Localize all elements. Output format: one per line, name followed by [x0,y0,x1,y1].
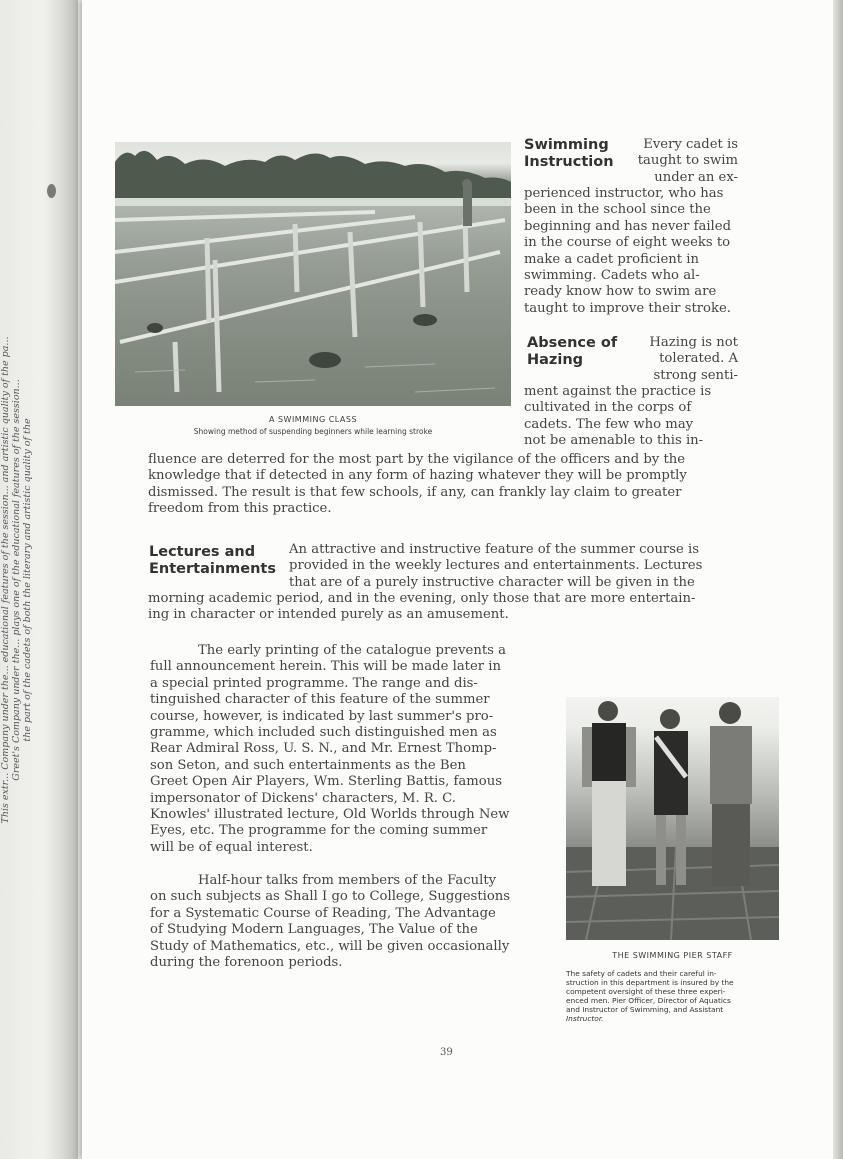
swimming-heading-line-2: Instruction [524,154,614,170]
text-line: perienced instructor, who has [524,186,724,201]
note-line: and Instructor of Swimming, and Assistant [566,1005,724,1014]
hazing-text-narrow [630,335,738,384]
note-line: competent oversight of these three experi- [566,987,726,996]
text-line: gramme, which included such distinguished men as [150,725,497,741]
text-line: Study of Mathematics, etc., will be given occasionally [150,938,510,954]
lectures-text-narrow [289,542,740,591]
swimming-pier-staff-photo [566,697,779,940]
swimming-class-photo [115,142,511,406]
lectures-heading [149,544,276,578]
text-line: under an ex- [654,169,738,185]
text-line: Half-hour talks from members of the Faculty [198,873,497,888]
spine-line-1: This extr... Company under the... educational features of the session... and artistic quality of the pa... [0,336,11,824]
text-line: that are of a purely instructive character will be given in the [289,574,695,590]
text-line: tolerated. A [659,351,738,367]
text-line: ment against the practice is [524,384,712,399]
text-line: The early printing of the catalogue prevents a [198,643,506,658]
text-line: morning academic period, and in the evening, only those that are more entertain- [148,591,696,606]
text-line: son Seton, and such entertainments as the Ben [150,757,466,773]
text-line: dismissed. The result is that few schools, if any, can frankly lay claim to greater [148,484,682,500]
text-line: impersonator of Dickens' characters, M. R. C. [150,790,456,806]
text-line: freedom from this practice. [148,501,332,517]
text-line: course, however, is indicated by last summer's pro- [150,708,494,724]
text-line: Hazing is not [649,335,738,350]
hazing-heading [527,335,617,369]
text-line: taught to swim [637,153,738,169]
hazing-text-full-width [148,452,740,518]
text-line: ing in character or intended purely as an amusement. [148,607,509,623]
text-line: fluence are deterred for the most part by the vigilance of the officers and by the [148,452,686,467]
hazing-text-wide [524,384,738,450]
early-printing-paragraph [150,643,547,856]
text-line: swimming. Cadets who al- [524,268,700,284]
note-line: The safety of cadets and their careful in- [566,969,717,978]
text-line: during the forenoon periods. [150,955,343,971]
swimming-text-wide [524,186,738,317]
staff-photo-note [566,969,789,1023]
text-line: will be of equal interest. [150,839,313,855]
text-line: beginning and has never failed [524,218,732,234]
spine-line-3: the part of the cadets of both the literary and artistic quality of the [22,418,33,742]
staff-photo-title: THE SWIMMING PIER STAFF [612,951,733,960]
text-line: Every cadet is [643,137,738,152]
swimming-heading-line-1: Swimming [524,137,609,153]
text-line: An attractive and instructive feature of the summer course is [289,542,699,557]
facing-page-spine-text [0,140,40,1020]
text-line: full announcement herein. This will be made later in [150,659,501,675]
swimming-photo-caption: Showing method of suspending beginners while learning stroke [193,427,433,436]
text-line: taught to improve their stroke. [524,300,731,316]
text-line: in the course of eight weeks to [524,235,731,251]
text-line: make a cadet proficient in [524,251,699,267]
swimming-instruction-heading [524,137,614,171]
scan-background-right [833,0,843,1159]
swimming-photo-title: A SWIMMING CLASS [268,415,358,424]
text-line: cultivated in the corps of [524,400,692,416]
text-line: knowledge that if detected in any form of hazing whatever they will be promptly [148,468,687,484]
text-line: been in the school since the [524,202,711,218]
text-line: Rear Admiral Ross, U. S. N., and Mr. Ernest Thomp- [150,741,497,757]
text-line: cadets. The few who may [524,416,694,432]
binding-hole [47,184,56,198]
text-line: on such subjects as Shall I go to College, Suggestions [150,889,511,905]
text-line: a special printed programme. The range and dis- [150,675,478,691]
spine-line-2: Greet's Company under the... plays one of the educational features of the session... [11,379,22,781]
text-line: not be amenable to this in- [524,433,704,449]
swimming-text-narrow [628,137,738,186]
note-line: struction in this department is insured by the [566,978,734,987]
text-line: for a Systematic Course of Reading, The Advantage [150,905,496,921]
note-line: enced men. Pier Officer, Director of Aquatics [566,996,731,1005]
text-line: strong senti- [653,367,738,383]
text-line: Greet Open Air Players, Wm. Sterling Battis, famous [150,774,502,790]
lectures-heading-line-2: Entertainments [149,561,276,577]
half-hour-talks-paragraph [150,873,547,971]
text-line: ready know how to swim are [524,284,717,300]
text-line: of Studying Modern Languages, The Value of the [150,922,478,938]
lectures-text-wide [148,591,740,624]
page-number: 39 [440,1047,453,1058]
text-line: provided in the weekly lectures and entertainments. Lectures [289,558,703,574]
text-line: Eyes, etc. The programme for the coming summer [150,823,488,839]
note-line: Instructor. [566,1014,604,1023]
lectures-heading-line-1: Lectures and [149,544,256,560]
text-line: tinguished character of this feature of the summer [150,692,490,708]
text-line: Knowles' illustrated lecture, Old Worlds through New [150,807,510,823]
hazing-heading-line-2: Hazing [527,352,584,368]
hazing-heading-line-1: Absence of [527,335,618,351]
